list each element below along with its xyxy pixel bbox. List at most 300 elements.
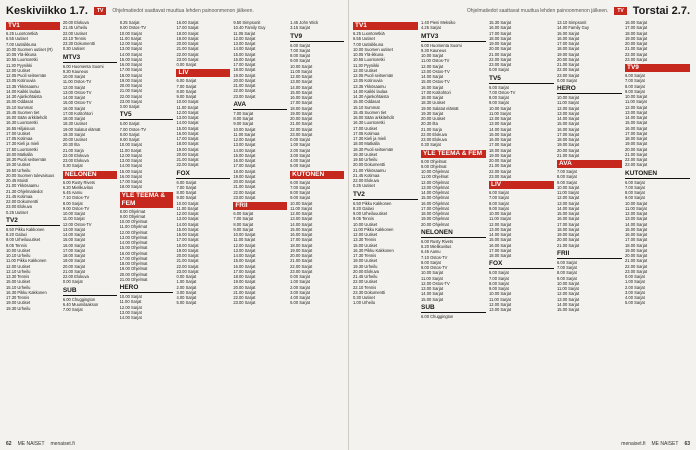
- program-entry: 23.00 Sarjat: [176, 56, 199, 62]
- program-entry: 17.00 Sarjat: [557, 221, 580, 227]
- program-entry: 16.00 Sään arkkitehdit: [353, 115, 394, 120]
- program-entry: 11.30 Pyynikki: [6, 62, 33, 68]
- program-entry: 10.00 Suomen uutiset (R): [6, 46, 53, 52]
- program-entry: 22.00 Sarjat: [290, 126, 313, 132]
- program-entry: 21.00 Sarjat: [625, 46, 648, 52]
- program-entry: 2.00 Sarjat: [290, 284, 310, 290]
- program-entry: 16.00 Sarjat: [119, 62, 142, 67]
- program-entry: 12.10 Urheilu: [6, 268, 31, 274]
- program-entry: 17.00 Sarjat: [557, 41, 580, 46]
- listing-column: [353, 20, 418, 436]
- program-entry: 10.00 Sarjat: [233, 232, 256, 237]
- program-entry: 23.00 Sarjat: [625, 162, 648, 168]
- program-entry: 11.00 Ohjelmat: [421, 174, 449, 180]
- program-entry: 16.00 Sarjat: [62, 242, 85, 248]
- program-entry: 19.30 Urheilu: [6, 305, 31, 311]
- channel-heading: HERO: [557, 85, 622, 94]
- program-entry: 14.00 Sarjat: [290, 84, 313, 90]
- program-entry: 9.00 Sarjat: [233, 121, 254, 127]
- program-entry: 12.00 Sarjat: [176, 211, 199, 216]
- program-entry: 19.30 Uutiset: [353, 151, 378, 157]
- program-entry: 17.00 Sarjat: [119, 67, 142, 73]
- program-entry: 10.00 Sarjat: [119, 30, 142, 36]
- program-entry: 12.00 Sarjat: [557, 105, 580, 111]
- program-entry: 12.00 Ohjelmat: [119, 229, 148, 235]
- program-entry: 23.00 Sarjat: [557, 72, 580, 78]
- channel-heading: MTV3: [421, 33, 486, 42]
- program-entry: 23.00 Sarjat: [290, 268, 313, 274]
- program-entry: 8.00 Sarjat: [176, 190, 197, 195]
- program-entry: 21.00 Ykkösaamu: [6, 183, 39, 189]
- program-entry: 11.00 Sarjat: [119, 147, 142, 153]
- program-entry: 20.00 Sarjat: [557, 237, 580, 243]
- program-entry: 14.00 Family Guy: [557, 25, 590, 31]
- program-entry: 20.00 Ohjelmat: [119, 271, 148, 277]
- program-entry: 12.05 Puoli seitsemän: [353, 73, 394, 78]
- program-entry: 8.25 Sarjat: [119, 20, 140, 25]
- program-entry: 21.00 Sarjat: [119, 88, 142, 94]
- program-entry: 18.00 Sarjat: [489, 147, 512, 153]
- program-entry: 21.00 Sarjat: [489, 51, 512, 57]
- program-entry: 13.00 Sarjat: [625, 109, 648, 115]
- program-entry: 8.00 Sarjat: [62, 200, 83, 206]
- program-entry: 18.00 Sarjat: [233, 67, 256, 73]
- program-entry: 19.00 Sarjat: [625, 247, 648, 253]
- program-entry: 8.00 Sarjat: [557, 270, 577, 276]
- program-entry: 10.00 Uutiset: [6, 247, 31, 253]
- program-entry: 13.00 Ostos-TV: [421, 68, 450, 74]
- program-entry: 19.00 Sarjat: [62, 258, 85, 264]
- program-entry: 8.00 Sarjat: [489, 95, 509, 100]
- program-entry: 18.00 Sarjat: [290, 242, 313, 248]
- program-entry: 1.40 Pieni Meksiko: [421, 20, 456, 25]
- channel-heading: AVA: [557, 160, 622, 168]
- program-entry: 15.00 Oddasat: [353, 99, 380, 105]
- program-entry: 22.00 Sarjat: [625, 263, 648, 269]
- program-entry: 7.00 Sarjat: [625, 184, 645, 190]
- program-entry: 13.00 Sarjat: [625, 216, 648, 222]
- program-entry: 20.00 Sarjat: [119, 83, 142, 88]
- program-entry: 16.00 Sarjat: [625, 125, 648, 131]
- program-entry: 23.00 Sarjat: [290, 131, 313, 137]
- program-entry: 12.00 Uutiset: [6, 263, 31, 269]
- program-entry: 19.50 Urheilu: [353, 157, 378, 162]
- program-entry: 9.00 Sarjat: [489, 286, 509, 291]
- channel-heading: YLE TEEMA & FEM: [421, 150, 486, 158]
- program-entry: 10.00 Suomen uutiset: [353, 46, 393, 52]
- program-entry: 2.00 Sarjat: [290, 147, 310, 153]
- program-entry: 13.00 Sarjat: [557, 200, 580, 206]
- program-entry: 13.30 Tennis: [6, 274, 30, 279]
- program-entry: 13.00 Sarjat: [421, 286, 444, 291]
- program-entry: 20.00 Ohjelmat: [421, 221, 449, 227]
- page-number: 62: [6, 441, 12, 447]
- program-entry: 8.00 Sarjat: [489, 280, 509, 286]
- program-entry: 4.00 Sarjat: [176, 295, 197, 300]
- program-entry: 9.00 Sarjat: [290, 58, 310, 64]
- program-entry: 13.35 Ykkösaamu: [6, 83, 39, 89]
- page-day-title: Keskiviikko 1.7.: [6, 5, 88, 17]
- program-entry: 10.00 Sarjat: [557, 280, 580, 286]
- program-entry: 14.00 Ohjelmat: [421, 190, 449, 195]
- program-entry: 8.00 Ohjelmat: [119, 208, 146, 214]
- program-entry: 23.00 Elokuva: [6, 204, 32, 210]
- program-entry: 9.00 Urheiluuutiset: [353, 211, 388, 216]
- program-entry: 14.00 Sarjat: [625, 221, 648, 227]
- program-entry: 23.00 Elokuva: [62, 158, 89, 163]
- channel-heading: TV5: [120, 111, 174, 120]
- program-entry: 20.00 Sarjat: [290, 116, 313, 121]
- channel-heading: YLE TEEMA & FEM: [120, 192, 174, 208]
- program-entry: 6.50 Pikku Kakkonen: [353, 200, 392, 206]
- program-entry: 22.00 Elokuva: [353, 178, 379, 183]
- program-entry: 0.00 Sarjat: [176, 62, 197, 67]
- program-entry: 19.00 Sarjat: [290, 247, 313, 253]
- program-entry: 12.00 Sarjat: [119, 41, 142, 46]
- program-entry: 11.00 Sarjat: [290, 205, 312, 211]
- program-entry: 11.00 Sarjat: [489, 110, 511, 116]
- program-entry: 18.00 Matkalla: [353, 141, 380, 147]
- program-entry: 11.00 Sarjat: [625, 205, 647, 211]
- program-entry: 13.00 Ohjelmat: [119, 234, 148, 240]
- program-entry: 14.00 Sarjat: [176, 120, 199, 126]
- program-entry: 21.00 Sarja: [421, 126, 442, 132]
- program-entry: 14.00 Sarjat: [557, 116, 580, 121]
- channel-heading: AVA: [233, 101, 287, 110]
- program-entry: 0.25 Uutiset: [353, 183, 375, 189]
- program-entry: 10.00 Sarjat: [489, 105, 512, 111]
- program-entry: 19.50 Urheilu: [6, 167, 31, 173]
- program-entry: 3.15 Sarjat: [290, 25, 310, 31]
- program-entry: 22.00 Uutiset: [353, 279, 378, 285]
- program-entry: 19.00 Sarjat: [557, 142, 580, 148]
- channel-heading: TV2: [353, 191, 418, 200]
- header-note: Ohjelmatiedot saattavat muuttua lehden painoonmenon jälkeen.: [112, 8, 254, 14]
- program-entry: 6.00 Huomenta Suomi: [62, 63, 104, 69]
- program-entry: 13.00 Sarjat: [119, 158, 142, 163]
- program-entry: 19.00 Sarjat: [290, 110, 313, 116]
- program-entry: 17.30 Tennis: [6, 295, 30, 300]
- program-entry: 16.00 Sarjat: [290, 95, 313, 100]
- program-entry: 3.00 Sarjat: [625, 289, 645, 295]
- program-entry: 10.00 Ohjelmat: [119, 219, 148, 224]
- program-entry: 16.00 Sään arkkitehdit: [6, 115, 47, 120]
- program-entry: 13.00 Sarjat: [233, 142, 256, 148]
- program-entry: 13.00 Sarjat: [557, 110, 580, 116]
- program-entry: 3.00 Sarjat: [290, 152, 310, 158]
- program-entry: 14.00 Sarjat: [176, 221, 199, 227]
- program-entry: 11.00 Pikku Kakkonen: [6, 258, 47, 264]
- program-entry: 10.00 Sarjat: [557, 184, 580, 190]
- program-entry: 19.00 Sarjat: [625, 35, 648, 41]
- program-entry: 11.00 Sarjat: [119, 299, 142, 305]
- program-entry: 12.00 Sarjat: [176, 109, 199, 115]
- program-entry: 12.00 Uutiset: [353, 67, 378, 73]
- listing-column: [625, 20, 690, 436]
- program-entry: 20.00 Sarjat: [62, 263, 85, 269]
- right-page: [348, 0, 696, 450]
- program-entry: 13.10 Simpsonit: [557, 20, 587, 25]
- program-entry: 7.00 Ostos-TV: [119, 126, 147, 132]
- program-entry: 15.10 Summat: [6, 104, 33, 110]
- program-entry: 11.00 Sarjat: [421, 275, 443, 281]
- program-entry: 11.00 Ohjelmat: [119, 224, 148, 230]
- program-entry: 16.00 Sarjat: [625, 20, 648, 25]
- program-entry: 15.00 Sarjat: [119, 168, 142, 174]
- program-entry: 22.00 Sarjat: [233, 189, 256, 195]
- program-entry: 13.00 Sarjat: [119, 46, 142, 52]
- program-entry: 16.30 Pikku Kakkonen: [353, 247, 394, 253]
- listing-column: [489, 20, 554, 436]
- program-entry: 11.00 Ostos-TV: [421, 58, 450, 64]
- program-entry: 11.00 Sarjat: [557, 190, 579, 195]
- program-entry: 3.00 Sarjat: [290, 289, 310, 295]
- program-entry: 7.00 Uutisikkuna: [353, 41, 384, 47]
- program-entry: 12.00 Sarjat: [625, 104, 648, 110]
- program-entry: 16.00 Sarjat: [233, 263, 256, 269]
- program-entry: 17.00 Sarjat: [233, 268, 256, 274]
- program-entry: 20.00 Uutiset: [62, 137, 87, 142]
- program-entry: 18.00 Sarjat: [176, 30, 199, 36]
- program-entry: 20.00 Sarjat: [290, 253, 313, 258]
- program-entry: 23.00 Sarjat: [119, 98, 142, 104]
- program-entry: 16.00 Sarjat: [489, 242, 512, 248]
- program-entry: 17.00 Sarjat: [625, 25, 648, 31]
- program-entry: 18.00 Sarjat: [62, 253, 85, 258]
- program-entry: 14.00 Sarjat: [489, 232, 512, 237]
- program-entry: 15.00 Ostos-TV: [62, 100, 92, 106]
- program-entry: 6.00 Sarjat: [625, 73, 645, 78]
- program-entry: 0.30 Uutiset: [353, 295, 375, 300]
- program-entry: 1.00 Sarjat: [176, 279, 197, 285]
- program-entry: 16.00 Ohjelmat: [119, 250, 148, 256]
- program-entry: 14.00 Sarjat: [119, 315, 142, 320]
- program-entry: 22.00 Sarjat: [176, 162, 199, 168]
- program-entry: 15.45 Suomen tiet: [6, 109, 40, 115]
- program-entry: 0.00 Sarjat: [176, 274, 197, 279]
- program-entry: 7.00 Sarjat: [625, 78, 645, 84]
- program-entry: 21.00 Sarjat: [489, 163, 512, 169]
- program-entry: 0.30 Sarjat: [421, 142, 441, 148]
- program-entry: 22.00 Sarjat: [233, 295, 256, 300]
- program-entry: 12.00 Sarjat: [625, 211, 648, 216]
- program-entry: 9.30 Kauneus: [421, 47, 447, 53]
- program-entry: 12.00 Ostos-TV: [62, 221, 92, 227]
- program-entry: 6.00 Sarjat: [489, 270, 509, 276]
- program-entry: 6.00 Chuggington: [421, 313, 454, 319]
- program-entry: 22.00 Elokuva: [421, 131, 447, 137]
- program-entry: 21.30 Ohjelmatiedot: [6, 188, 43, 194]
- program-entry: 18.00 Ohjelmat: [119, 261, 148, 266]
- program-entry: 10.00 Uutiset: [353, 221, 378, 227]
- program-entry: 9.00 Sarjat: [557, 275, 577, 281]
- program-entry: 16.00 Sarjat: [421, 84, 444, 90]
- program-entry: 11.00 Sarjat: [557, 100, 579, 106]
- program-entry: 17.05 Kotimaa: [6, 136, 33, 141]
- program-entry: 20.00 Elokuva: [62, 20, 89, 25]
- program-entry: 13.05 Kotirouvia: [6, 78, 36, 84]
- program-entry: 14.00 Sarjat: [421, 291, 444, 297]
- program-entry: 20.00 Sarjat: [489, 46, 512, 52]
- program-entry: 8.00 Sarjat: [176, 88, 197, 94]
- program-entry: 10.00 Sarjat: [421, 270, 444, 276]
- program-entry: 18.00 Sarjat: [233, 168, 256, 174]
- program-entry: 15.00 Ohjelmat: [119, 245, 148, 251]
- program-entry: 19.00 Sarjat: [233, 173, 256, 179]
- program-entry: 21.45 Urheilu: [353, 274, 378, 279]
- program-entry: 7.10 Ostos-TV: [62, 195, 90, 201]
- program-entry: 6.00 Sarjat: [290, 179, 310, 185]
- program-entry: 6.00 Sarjat: [290, 42, 310, 48]
- program-entry: 1.00 Sarjat: [290, 279, 310, 285]
- program-entry: 15.10 Urheilu: [6, 284, 31, 290]
- program-entry: 17.00 Sarjat: [290, 100, 313, 106]
- program-entry: 16.55 Hiljaisuus: [6, 125, 35, 131]
- program-entry: 12.00 Uutiset: [353, 232, 378, 237]
- program-entry: 16.00 Sarjat: [176, 20, 199, 25]
- channel-heading: KUTONEN: [625, 170, 690, 179]
- program-entry: 21.00 Sarjat: [176, 157, 199, 162]
- program-entry: 8.00 Sarjat: [290, 190, 310, 195]
- program-entry: 20.00 Sarjat: [233, 179, 256, 184]
- program-entry: 11.00 Sarjat: [489, 216, 511, 222]
- program-entry: 7.10 Ostos-TV: [421, 254, 448, 260]
- program-entry: 0.00 Sarjat: [62, 279, 83, 285]
- program-entry: 18.00 Sarjat: [62, 116, 85, 121]
- program-entry: 10.00 Sarjat: [119, 142, 142, 148]
- program-entry: 19.00 Sarjat: [489, 41, 512, 46]
- program-entry: 19.00 Sarjat: [625, 141, 648, 147]
- program-entry: 18.00 Sarjat: [489, 35, 512, 41]
- program-entry: 13.00 Sarjat: [489, 226, 512, 232]
- channel-heading: HERO: [120, 284, 174, 293]
- program-entry: 23.00 Sarjat: [625, 56, 648, 62]
- program-entry: 14.00 Sarjat: [62, 95, 85, 100]
- section-tag: TV: [94, 7, 106, 15]
- program-entry: 6.45 Aamu: [62, 190, 83, 195]
- program-entry: 12.00 Sarjat: [233, 137, 256, 142]
- program-entry: 7.00 Sarjat: [62, 307, 83, 312]
- program-entry: 15.00 Sarjat: [489, 237, 512, 243]
- program-entry: 23.00 Sarjat: [625, 268, 648, 274]
- program-entry: 17.00 Sarjat: [557, 131, 580, 137]
- program-entry: 15.00 Sarjat: [233, 258, 256, 264]
- program-entry: 19.00 Sarjat: [233, 279, 256, 285]
- program-entry: 14.00 Kaikki laulaa: [6, 88, 41, 94]
- program-entry: 8.20 Galaxi: [6, 232, 27, 237]
- program-entry: 23.30 Dokumentti: [353, 289, 386, 295]
- program-entry: 15.00 Sarjat: [489, 131, 512, 137]
- program-entry: 0.00 Sarjat: [119, 104, 140, 109]
- program-entry: 18.00 Sarjat: [557, 226, 580, 232]
- program-entry: 7.00 Sarjat: [489, 195, 509, 201]
- program-entry: 11.00 Sarjat: [625, 99, 647, 105]
- program-entry: 19.30 Sarjat: [62, 131, 85, 137]
- program-entry: 15.00 Oddasat: [6, 99, 33, 105]
- program-entry: 16.00 Sarjat: [489, 25, 512, 31]
- listing-column: [6, 20, 60, 436]
- program-entry: 13.00 Sarjat: [557, 296, 580, 302]
- program-entry: 4.00 Sarjat: [625, 295, 645, 300]
- program-entry: 11.00 Pikku Kakkonen: [353, 226, 394, 232]
- program-entry: 10.00 Sarjat: [119, 294, 142, 299]
- site-url: menaiset.fi: [50, 441, 75, 447]
- program-entry: 10.00 Sarjat: [62, 74, 85, 79]
- program-entry: 15.00 Sarjat: [290, 226, 313, 232]
- page-header: [353, 4, 690, 18]
- program-entry: 6.00 Sarjat: [233, 211, 254, 216]
- program-entry: 13.00 Sarjat: [176, 115, 199, 120]
- program-entry: 19.00 Sarjat: [233, 72, 256, 78]
- program-entry: 21.45 Urheilu: [62, 25, 88, 31]
- program-entry: 9.00 Sarjat: [290, 195, 310, 201]
- channel-heading: TV2: [6, 217, 60, 226]
- program-entry: 6.25 Luontoretkiä: [353, 31, 385, 36]
- program-entry: 19.00 Uutiset: [353, 258, 378, 264]
- program-entry: 17.05 Kotimaa: [353, 130, 380, 136]
- program-entry: 0.00 Sarjat: [290, 137, 310, 142]
- program-entry: 9.00 Sarjat: [489, 205, 509, 211]
- program-entry: 6.00 Sarjat: [119, 121, 140, 127]
- program-entry: 5.00 Sarjat: [625, 300, 645, 306]
- program-entry: 7.00 Sarjat: [557, 169, 577, 174]
- program-entry: 14.00 Kaikki laulaa: [353, 88, 388, 94]
- program-entry: 20.00 Dokumentti: [353, 162, 386, 168]
- program-entry: 18.00 Matkalla: [6, 151, 33, 157]
- program-entry: 9.00 Urheiluuutiset: [6, 237, 41, 243]
- program-entry: 14.00 Sarjat: [233, 147, 256, 153]
- program-entry: 1.45 John Wick: [290, 20, 319, 25]
- program-entry: 16.00 Sarjat: [557, 216, 580, 222]
- program-entry: 18.30 Puoli seitsemän: [6, 157, 47, 162]
- program-entry: 17.00 Sarjat: [290, 237, 313, 243]
- program-entry: 6.00 Huomenta Suomi: [421, 42, 462, 48]
- program-entry: 10.00 Sarjat: [233, 126, 256, 132]
- listing-columns: [6, 20, 344, 436]
- program-entry: 20.30 Ilta: [62, 142, 80, 148]
- program-entry: 14.00 Ohjelmat: [119, 240, 148, 245]
- program-entry: 13.00 Sarjat: [62, 226, 85, 232]
- program-entry: 17.00 Sarjat: [119, 179, 142, 184]
- program-entry: 16.00 Sarjat: [625, 232, 648, 237]
- program-entry: 13.00 Sarjat: [489, 307, 512, 312]
- program-entry: 14.00 Sarjat: [557, 205, 580, 211]
- program-entry: 5.00 Sarjat: [290, 163, 310, 169]
- program-entry: 23.00 Sarjat: [233, 93, 256, 99]
- program-entry: 10.40 Family Guy: [233, 25, 266, 31]
- program-entry: 19.00 Sarjat: [176, 35, 199, 41]
- program-entry: 7.00 Sarjat: [290, 47, 310, 53]
- program-entry: 16.00 Ohjelmat: [421, 200, 449, 206]
- program-entry: 17.30 Tennis: [353, 253, 377, 258]
- program-entry: 22.00 Elokuva: [62, 152, 89, 158]
- program-entry: 15.00 Sarjat: [176, 125, 199, 131]
- program-entry: 16.30 Pikku Kakkonen: [6, 289, 47, 295]
- program-entry: 9.00 Sarjat: [557, 179, 577, 185]
- program-entry: 17.00 Sarjat: [625, 130, 648, 136]
- program-entry: 14.00 Sarjat: [62, 232, 85, 237]
- program-entry: 15.00 Ohjelmat: [421, 195, 449, 201]
- section-tag: TV: [614, 7, 626, 15]
- program-entry: 10.00 Sarjat: [625, 94, 648, 99]
- program-entry: 20.00 Uutiset: [421, 116, 446, 121]
- program-entry: 18.00 Ohjelmat: [421, 211, 449, 216]
- listing-column: [63, 20, 117, 436]
- program-entry: 14.00 Sarjat: [421, 74, 444, 79]
- listing-column: [120, 20, 174, 436]
- program-entry: 9.00 Ostos-TV: [421, 265, 448, 270]
- program-entry: 18.00 Sarjat: [421, 95, 444, 100]
